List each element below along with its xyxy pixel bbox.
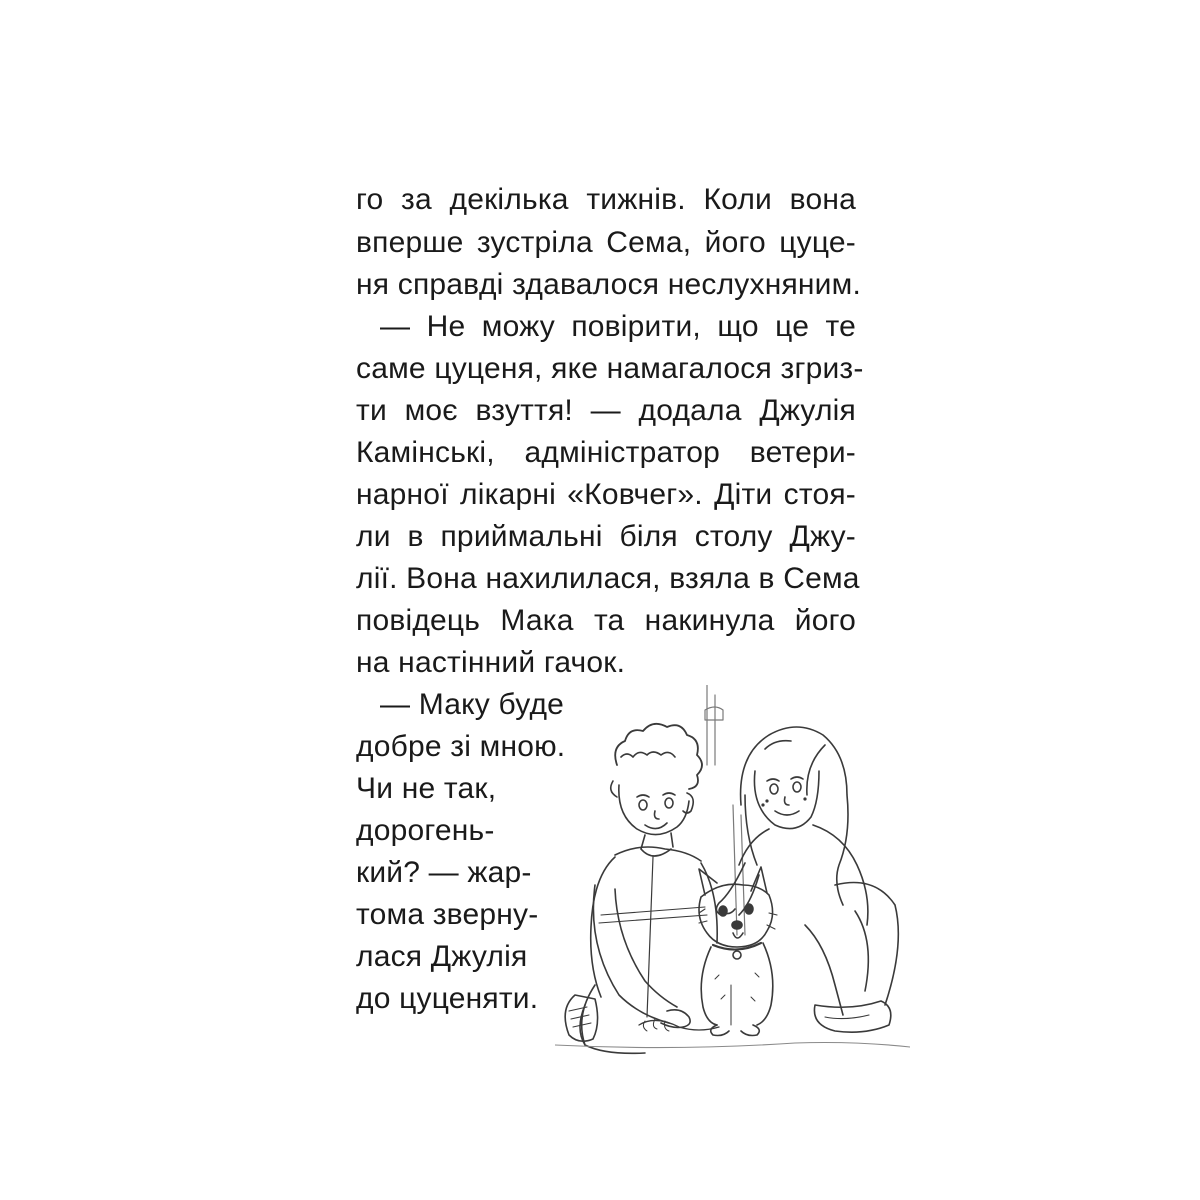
text-line: — Не можу повірити, що це те <box>380 310 856 343</box>
text-line: го за декілька тижнів. Коли вона <box>356 183 856 216</box>
text-line: — Маку буде <box>380 688 565 721</box>
text-line: ли в приймальні біля столу Джу- <box>356 520 856 553</box>
text-line: Чи не так, <box>356 772 497 805</box>
text-line: лася Джулія <box>356 940 528 973</box>
text-line: ня справді здавалося неслухняним. <box>356 268 861 301</box>
text-line: ти моє взуття! — додала Джулія <box>356 394 856 427</box>
text-line: саме цуценя, яке намагалося згриз- <box>356 352 864 385</box>
text-line: кий? — жар- <box>356 856 532 889</box>
text-line: до цуценяти. <box>356 982 539 1015</box>
boy-figure <box>565 724 719 1054</box>
text-line: Камінські, адміністратор ветери- <box>356 436 856 469</box>
text-line: дорогень- <box>356 814 495 847</box>
text-line: тома зверну- <box>356 898 539 931</box>
text-line: вперше зустріла Сема, його цуце- <box>356 226 856 259</box>
text-line: лії. Вона нахилилася, взяла в Сема <box>356 562 860 595</box>
text-line: повідець Мака та накинула його <box>356 604 856 637</box>
text-line: нарної лікарні «Ковчег». Діти стоя- <box>356 478 856 511</box>
text-line: добре зі мною. <box>356 730 566 763</box>
puppy-figure <box>699 867 777 1036</box>
text-line: на настінний гачок. <box>356 646 626 679</box>
children-with-puppy-illustration <box>555 685 910 1060</box>
